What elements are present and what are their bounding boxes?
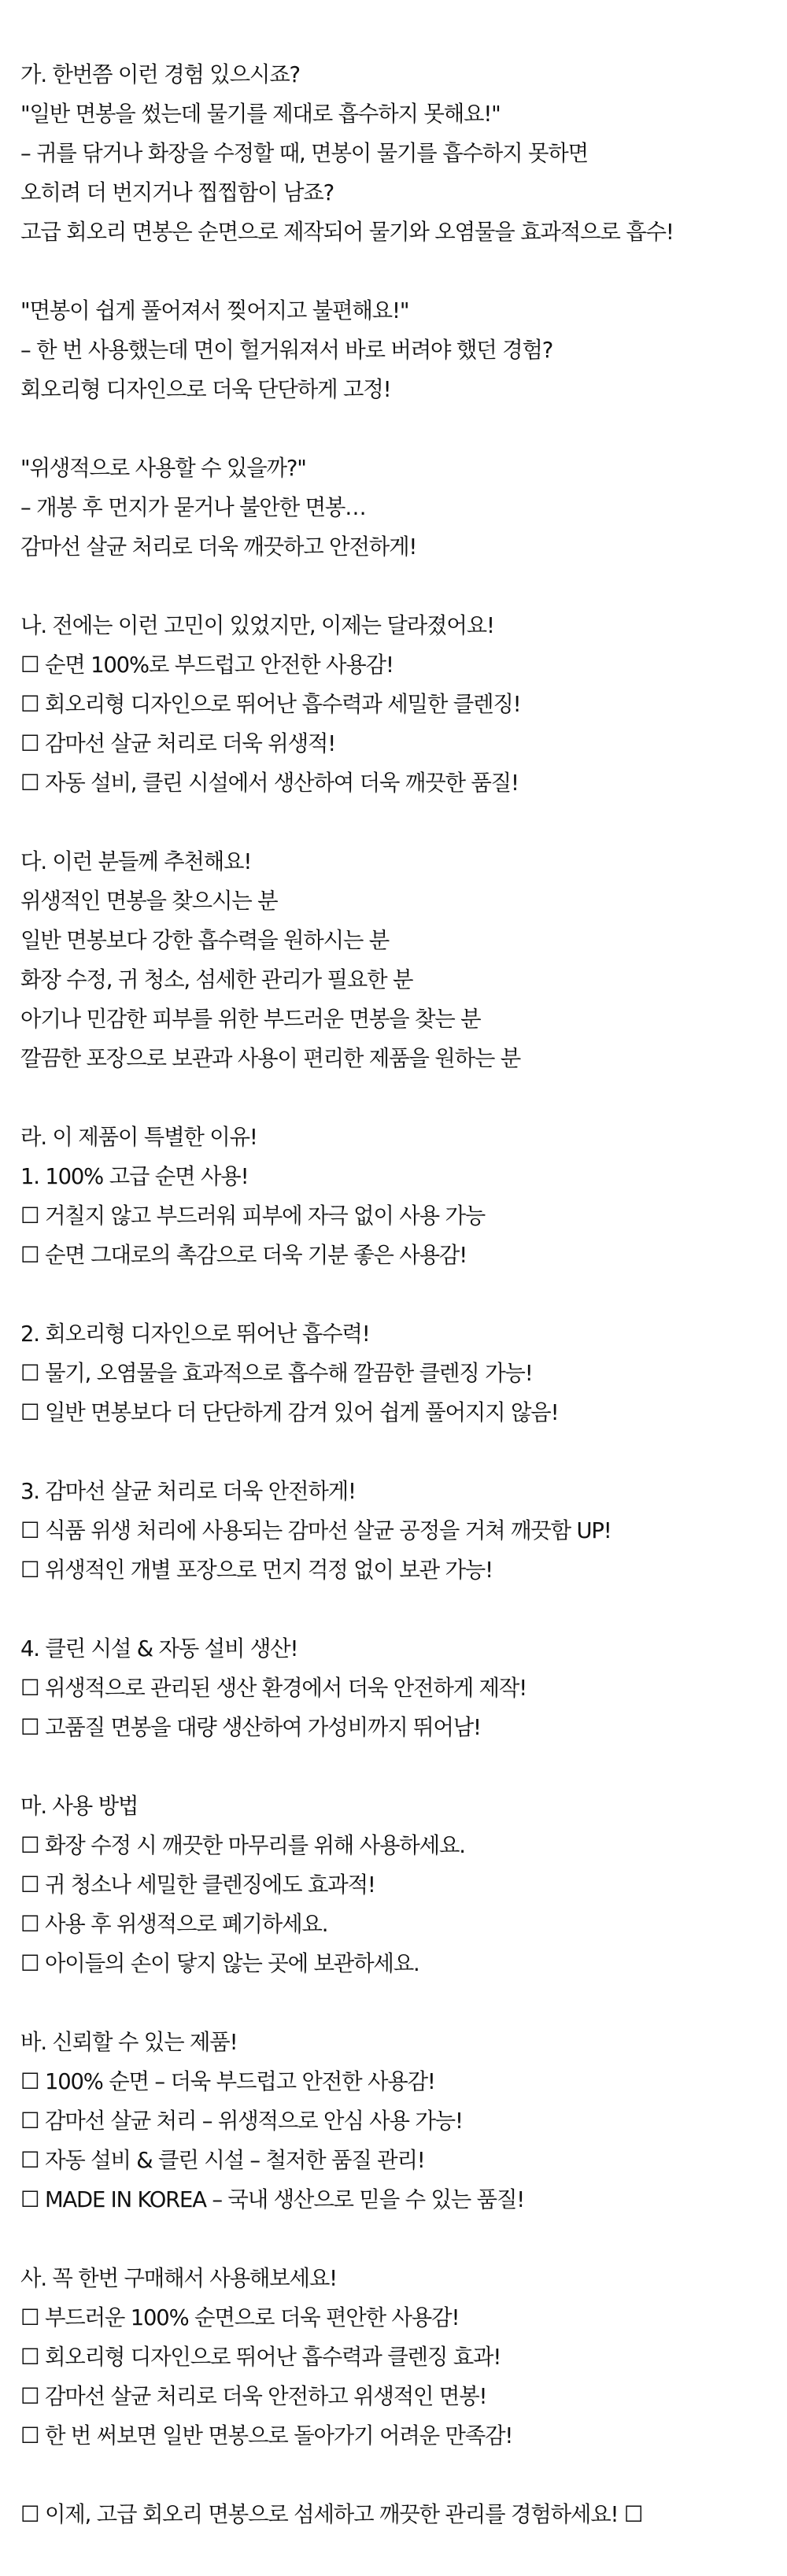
text-line: ☐ 감마선 살균 처리 – 위생적으로 안심 사용 가능!	[20, 2108, 463, 2134]
text-line: ☐ 식품 위생 처리에 사용되는 감마선 살균 공정을 거쳐 깨끗함 UP!	[20, 1517, 611, 1543]
text-section	[20, 2259, 787, 2456]
section-heading-line: 라. 이 제품이 특별한 이유!	[20, 1124, 257, 1150]
text-line: ☐ 일반 면봉보다 더 단단하게 감겨 있어 쉽게 풀어지지 않음!	[20, 1399, 559, 1425]
text-section	[20, 2495, 787, 2534]
text-line: – 한 번 사용했는데 면이 헐거워져서 바로 버려야 했던 경험?	[20, 337, 553, 363]
text-line: 아기나 민감한 피부를 위한 부드러운 면봉을 찾는 분	[20, 1006, 481, 1032]
text-line: 일반 면봉보다 강한 흡수력을 원하시는 분	[20, 927, 390, 953]
text-line: ☐ 자동 설비 & 클린 시설 – 철저한 품질 관리!	[20, 2147, 425, 2173]
text-line: ☐ 아이들의 손이 닿지 않는 곳에 보관하세요.	[20, 1950, 419, 1976]
section-heading-line: 사. 꼭 한번 구매해서 사용해보세요!	[20, 2265, 337, 2291]
text-section	[20, 55, 787, 252]
section-heading-line: "면봉이 쉽게 풀어져서 찢어지고 불편해요!"	[20, 298, 409, 323]
text-section	[20, 2023, 787, 2219]
text-line: ☐ 순면 그대로의 촉감으로 더욱 기분 좋은 사용감!	[20, 1242, 467, 1268]
text-line: 오히려 더 번지거나 찝찝함이 남죠?	[20, 179, 334, 205]
section-heading-line: 가. 한번쯤 이런 경험 있으시죠?	[20, 61, 300, 87]
section-heading-line: ☐ 이제, 고급 회오리 면봉으로 섬세하고 깨끗한 관리를 경험하세요! ☐	[20, 2501, 643, 2527]
text-section	[20, 1629, 787, 1747]
text-line: ☐ 위생적으로 관리된 생산 환경에서 더욱 안전하게 제작!	[20, 1675, 527, 1701]
text-line: 깔끔한 포장으로 보관과 사용이 편리한 제품을 원하는 분	[20, 1045, 521, 1071]
text-line: ☐ 귀 청소나 세밀한 클렌징에도 효과적!	[20, 1872, 375, 1898]
text-section	[20, 842, 787, 1078]
section-heading-line: 나. 전에는 이런 고민이 있었지만, 이제는 달라졌어요!	[20, 612, 494, 638]
text-line: – 귀를 닦거나 화장을 수정할 때, 면봉이 물기를 흡수하지 못하면	[20, 140, 588, 166]
text-line: 위생적인 면봉을 찾으시는 분	[20, 888, 278, 914]
text-line: ☐ 순면 100%로 부드럽고 안전한 사용감!	[20, 652, 394, 678]
text-section	[20, 1472, 787, 1590]
text-section	[20, 1787, 787, 1983]
text-section	[20, 291, 787, 409]
text-line: ☐ 회오리형 디자인으로 뛰어난 흡수력과 세밀한 클렌징!	[20, 691, 521, 717]
section-heading-line: 마. 사용 방법	[20, 1793, 139, 1819]
text-line: ☐ 100% 순면 – 더욱 부드럽고 안전한 사용감!	[20, 2068, 435, 2094]
text-line: 회오리형 디자인으로 더욱 단단하게 고정!	[20, 376, 391, 402]
section-heading-line: 다. 이런 분들께 추천해요!	[20, 848, 252, 874]
text-line: ☐ 물기, 오염물을 효과적으로 흡수해 깔끔한 클렌징 가능!	[20, 1360, 533, 1386]
text-line: ☐ 한 번 써보면 일반 면봉으로 돌아가기 어려운 만족감!	[20, 2423, 513, 2448]
section-heading-line: 4. 클린 시설 & 자동 설비 생산!	[20, 1635, 298, 1661]
text-line: 1. 100% 고급 순면 사용!	[20, 1163, 249, 1189]
section-heading-line: "위생적으로 사용할 수 있을까?"	[20, 455, 306, 481]
text-line: ☐ 감마선 살균 처리로 더욱 위생적!	[20, 730, 336, 756]
text-line: ☐ MADE IN KOREA – 국내 생산으로 믿을 수 있는 품질!	[20, 2186, 525, 2212]
text-line: – 개봉 후 먼지가 묻거나 불안한 면봉…	[20, 494, 366, 520]
text-line: ☐ 자동 설비, 클린 시설에서 생산하여 더욱 깨끗한 품질!	[20, 770, 519, 796]
text-section	[20, 1118, 787, 1275]
text-line: ☐ 사용 후 위생적으로 폐기하세요.	[20, 1911, 328, 1937]
text-section	[20, 1314, 787, 1432]
text-line: 감마선 살균 처리로 더욱 깨끗하고 안전하게!	[20, 534, 417, 560]
section-heading-line: 바. 신뢰할 수 있는 제품!	[20, 2029, 238, 2055]
text-section	[20, 449, 787, 567]
text-section	[20, 606, 787, 803]
text-line: ☐ 위생적인 개별 포장으로 먼지 걱정 없이 보관 가능!	[20, 1557, 493, 1583]
text-line: ☐ 회오리형 디자인으로 뛰어난 흡수력과 클렌징 효과!	[20, 2344, 501, 2370]
section-heading-line: 2. 회오리형 디자인으로 뛰어난 흡수력!	[20, 1321, 370, 1347]
text-line: 화장 수정, 귀 청소, 섬세한 관리가 필요한 분	[20, 966, 413, 992]
text-line: ☐ 부드러운 100% 순면으로 더욱 편안한 사용감!	[20, 2304, 460, 2330]
text-line: ☐ 화장 수정 시 깨끗한 마무리를 위해 사용하세요.	[20, 1832, 465, 1858]
text-line: ☐ 거칠지 않고 부드러워 피부에 자극 없이 사용 가능	[20, 1203, 486, 1229]
text-line: 고급 회오리 면봉은 순면으로 제작되어 물기와 오염물을 효과적으로 흡수!	[20, 219, 674, 245]
text-line: ☐ 고품질 면봉을 대량 생산하여 가성비까지 뛰어남!	[20, 1714, 481, 1740]
text-line: ☐ 감마선 살균 처리로 더욱 안전하고 위생적인 면봉!	[20, 2383, 487, 2409]
text-line: "일반 면봉을 썼는데 물기를 제대로 흡수하지 못해요!"	[20, 101, 501, 127]
section-heading-line: 3. 감마선 살균 처리로 더욱 안전하게!	[20, 1478, 356, 1504]
